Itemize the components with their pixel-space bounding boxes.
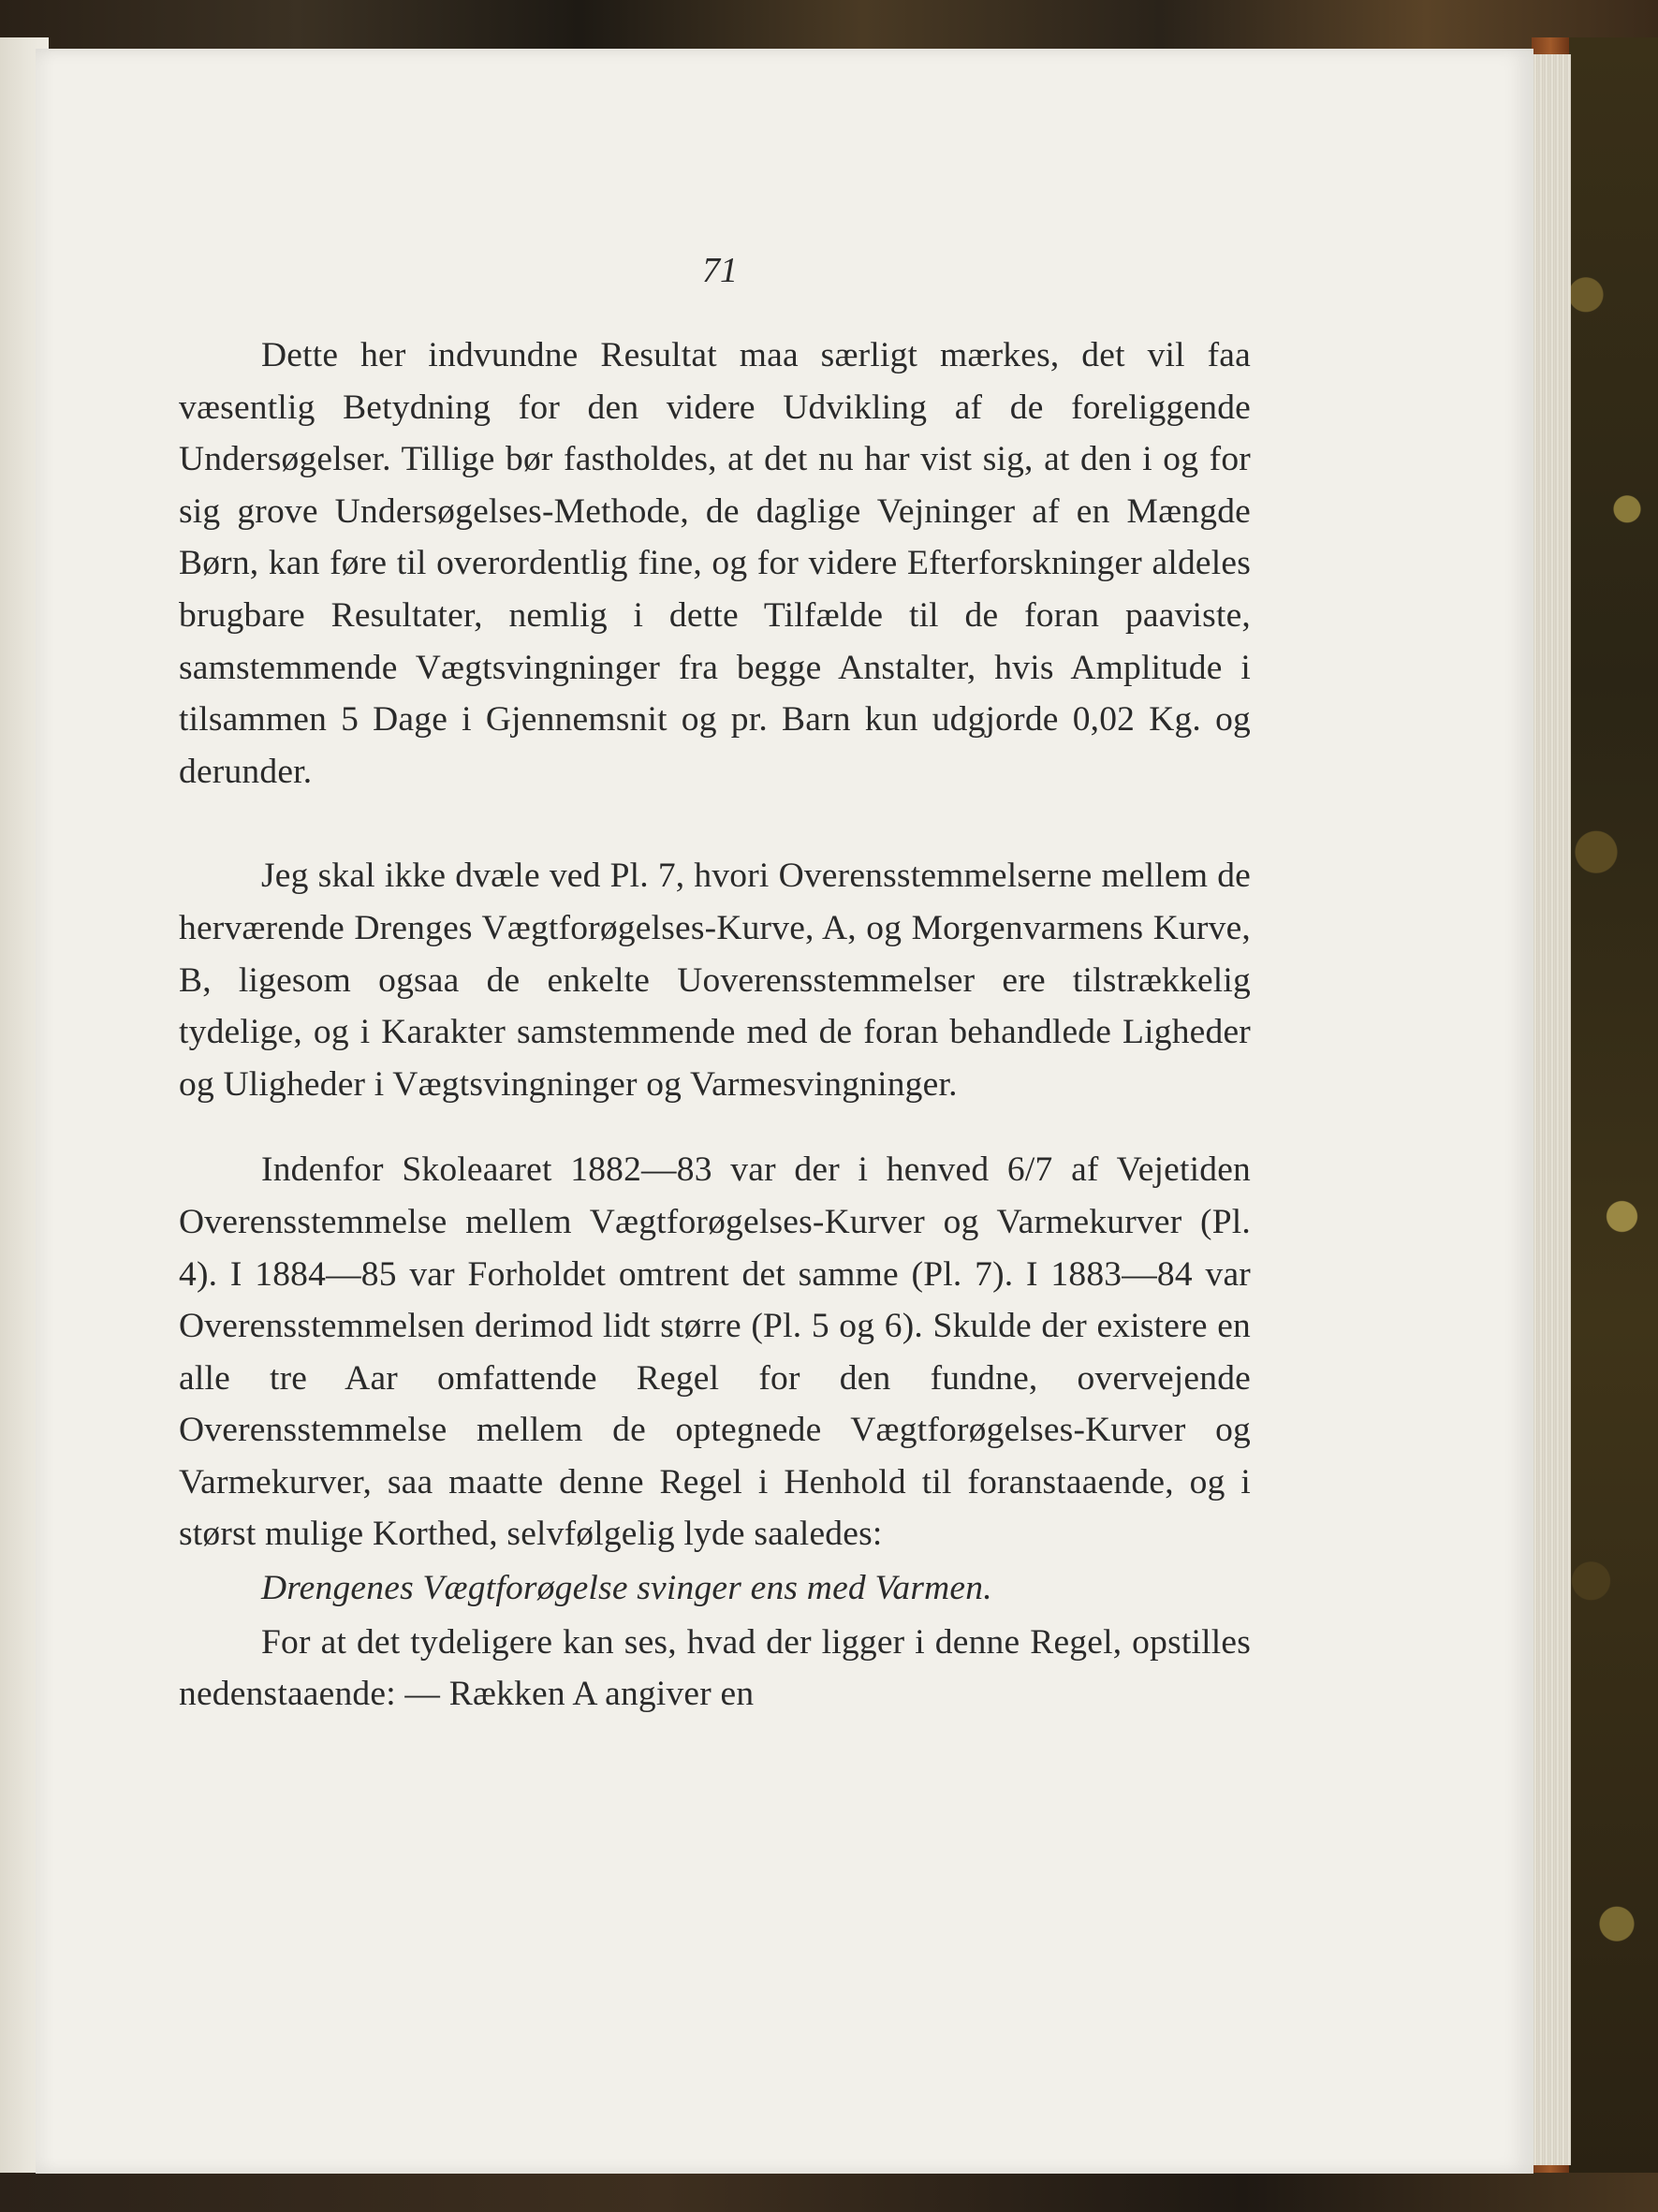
page-body bbox=[179, 330, 1251, 1721]
page-number: 71 bbox=[702, 251, 738, 290]
paragraph-2: Jeg skal ikke dvæle ved Pl. 7, hvori Overensstemmelserne mellem de herværende Drenges Vægtforøgelses-Kurve, A, og Morgenvarmens Kurve, B, ligesom ogsaa de enkelte Uoverensstemmelser ere tilstrækkelig tydelige, og i Karakter samstemmende med de foran behandlede Ligheder og Uligheder i Vægtsvingninger og Varmesvingninger. bbox=[179, 857, 1251, 1104]
paragraph-3: Indenfor Skoleaaret 1882—83 var der i henved 6/7 af Vejetiden Overensstemmelse mellem Vægtforøgelses-Kurver og Varmekurver (Pl. 4). I 1884—85 var Forholdet omtrent det samme (Pl. 7). I 1883—84 var Overensstemmelsen derimod lidt større (Pl. 5 og 6). Skulde der existere en alle tre Aar omfattende Regel for den fundne, overvejende Overensstemmelse mellem de optegnede Vægtforøgelses-Kurver og Varmekurver, saa maatte denne Regel i Henhold til foranstaaende, og i størst mulige Korthed, selvfølgelig lyde saaledes: bbox=[179, 1150, 1251, 1554]
rule-statement: Drengenes Vægtforøgelse svinger ens med Varmen. bbox=[261, 1569, 992, 1608]
book-page bbox=[36, 49, 1533, 2174]
paragraph-1: Dette her indvundne Resultat maa særligt mærkes, det vil faa væsentlig Betydning for den videre Udvikling af de foreliggende Undersøgelser. Tillige bør fastholdes, at det nu har vist sig, at den i og for sig grove Undersøgelses-Methode, de daglige Vejninger af en Mængde Børn, kan føre til overordentlig fine, og for videre Efterforskninger aldeles brugbare Resultater, nemlig i dette Tilfælde til de foran paaviste, samstemmende Vægtsvingninger fra begge Anstalter, hvis Amplitude i tilsammen 5 Dage i Gjennemsnit og pr. Barn kun udgjorde 0,02 Kg. og derunder. bbox=[179, 336, 1251, 791]
paragraph-5: For at det tydeligere kan ses, hvad der ligger i denne Regel, opstilles nedenstaaende: — Rækken A angiver en bbox=[179, 1622, 1251, 1714]
book-binding-bottom bbox=[0, 2173, 1658, 2212]
